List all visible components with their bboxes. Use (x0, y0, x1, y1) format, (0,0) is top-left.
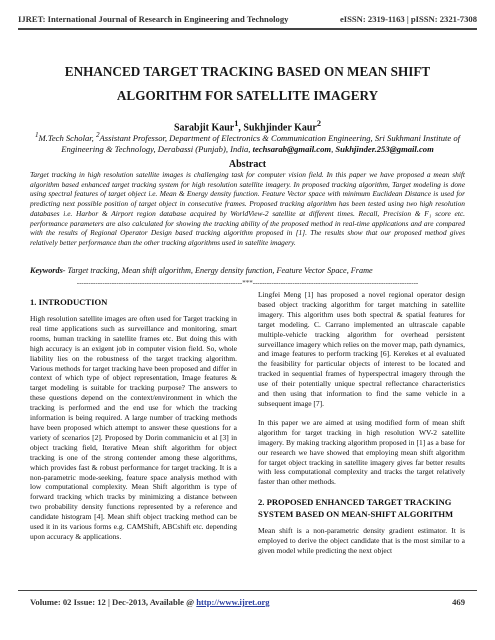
email-2[interactable]: Sukhjinder.253@gmail.com (335, 143, 434, 154)
page-footer (30, 597, 465, 607)
title-line-1: ENHANCED TARGET TRACKING BASED ON MEAN SHIFT (64, 64, 431, 79)
abstract-text: Target tracking in high resolution satellite images is challenging task for computer vision field. In this paper we have proposed a mean shift algorithm based enhanced target tracking system for high resolution satellite imagery. In proposed tracking algorithm, Target modeling is done using spectral features of target object i.e. Mean & Energy density function. Feature Vector space with minimum Euclidean Distance is used for predicting next possible position of target object in consecutive frames. Proposed tracking algorithm has been tested using two high resolution databases i.e. Harbor & Airport region database acquired by WorldView-2 satellite at different times. Recall, Precision & F₁ score etc. performance parameters are also calculated for showing the tracking ability of the proposed method in real-time applications and are compared with the results of Regional Operator Design based tracking algorithm proposed in [1]. The results show that our proposed method gives relatively better performance than the other tracking algorithms used in satellite imagery. (30, 170, 465, 247)
title-line-2: ALGORITHM FOR SATELLITE IMAGERY (116, 88, 379, 103)
footer-volume-text: Volume: 02 Issue: 12 | Dec-2013, Available @ (30, 597, 197, 607)
left-column (30, 290, 237, 551)
intro-paragraph: High resolution satellite images are often used for Target tracking in real time applications such as surveillance and monitoring, smart rooms, human tracking in satellite frames etc. But doing this with high accuracy is an exigent job in computer vision field. So, whole liability lies on the robustness of the target tracking algorithm. Various methods for target tracking have been proposed and differ in context of which type of object representation, Image features & target modeling is suitable for tracking purpose? The answers to these questions depend on the context/environment in which the tracking is performed and the end use for which the tracking information is being required. A large number of tracking methods have been proposed which attempt to answer these questions for a variety of scenarios [2]. Proposed by Dorin commaniciu et al [3] in object tracking field, Iterative Mean shift algorithm for object tracking is one of the strong contender among these algorithms, which provides fast & robust performance for target tracking. It is a non-parametric mode-seeking, feature space analysis method with low computational complexity. Mean Shift algorithm is type of forward tracking which tracks by minimizing a distance between two probability density functions represented by a reference and candidate histogram [4]. Mean shift object tracking method can be used it in its various forms e.g. CAMShift, ABCshift etc. depending upon accuracy & applications. (30, 314, 237, 541)
keywords-text: Target tracking, Mean shift algorithm, Energy density function, Feature Vector Space, Frame (65, 266, 373, 275)
author-2: Sukhjinder Kaur (243, 122, 317, 134)
right-column (258, 290, 465, 565)
author-1: Sarabjit Kaur (173, 122, 235, 134)
footer-rule (18, 590, 477, 591)
affil-sup-2: 2 (95, 131, 100, 139)
keywords-label: Keywords- (30, 266, 66, 275)
email-1[interactable]: techsarab@gmail.com (252, 143, 332, 154)
affiliation (24, 130, 471, 155)
aim-paragraph: In this paper we are aimed at using modified form of mean shift algorithm for target tracking in high resolution WV-2 satellite imagery. By making tracking algorithm proposed in [1] as a base for our research we have showed that employing mean shift algorithm for target object tracking in satellite imagery gives far better results with less computational complexity and tracks the target relatively faster than other methods. (258, 417, 465, 487)
section-2-heading-line-2: SYSTEM BASED ON MEAN-SHIFT ALGORITHM (258, 509, 454, 520)
affil-sup-1: 1 (34, 131, 39, 139)
section-separator: -----------------------------------------------------------------------***----------------------------------------------------------------------- (76, 279, 419, 287)
journal-header (18, 14, 477, 24)
page-number: 469 (452, 597, 465, 607)
journal-link[interactable]: http://www.ijret.org (196, 597, 270, 607)
paper-title (18, 60, 477, 108)
mean-shift-paragraph: Mean shift is a non-parametric density gradient estimator. It is employed to derive the object candidate that is the most similar to a given model while predicting the next object (258, 526, 465, 556)
footer-volume (30, 597, 270, 607)
header-rule (18, 28, 477, 30)
affil-role-1: M.Tech Scholar, (38, 132, 96, 143)
journal-name: IJRET: International Journal of Research in Engineering and Technology (18, 14, 289, 24)
author-separator: , (238, 122, 244, 134)
affil-text: Assistant Professor, Department of Electronics & Communication Engineering, Sri Sukhmani Institute of Engineering & Technology, Derabassi (Punjab), India, (61, 132, 461, 154)
author-2-sup: 2 (316, 119, 322, 128)
related-work-paragraph: Lingfei Meng [1] has proposed a novel regional operator design based object tracking algorithm for target matching in satellite imagery. This algorithm uses both spectral & spatial features for target modeling. C. Carrano implemented an ultrascale capable multiple-vehicle tracking algorithm for overhead persistent surveillance imagery which relies on the mover map, path dynamics, and image features to perform tracking [6]. Kerekes et al evaluated the feasibility for particular objects of interest to be located and tracked in sequential frames of hyperspectral imagery through the use of their potentially unique spectral reflectance characteristics and then using that information to find the same vehicle in a subsequent image [7]. (258, 290, 465, 408)
intro-heading: 1. INTRODUCTION (30, 297, 108, 307)
keywords (30, 266, 465, 275)
section-2-heading-line-1: 2. PROPOSED ENHANCED TARGET TRACKING (258, 497, 452, 508)
section-2-heading (258, 496, 465, 520)
journal-issn: eISSN: 2319-1163 | pISSN: 2321-7308 (339, 14, 477, 24)
abstract-heading: Abstract (228, 159, 267, 170)
author-1-sup: 1 (234, 119, 239, 128)
email-separator: , (331, 143, 336, 154)
